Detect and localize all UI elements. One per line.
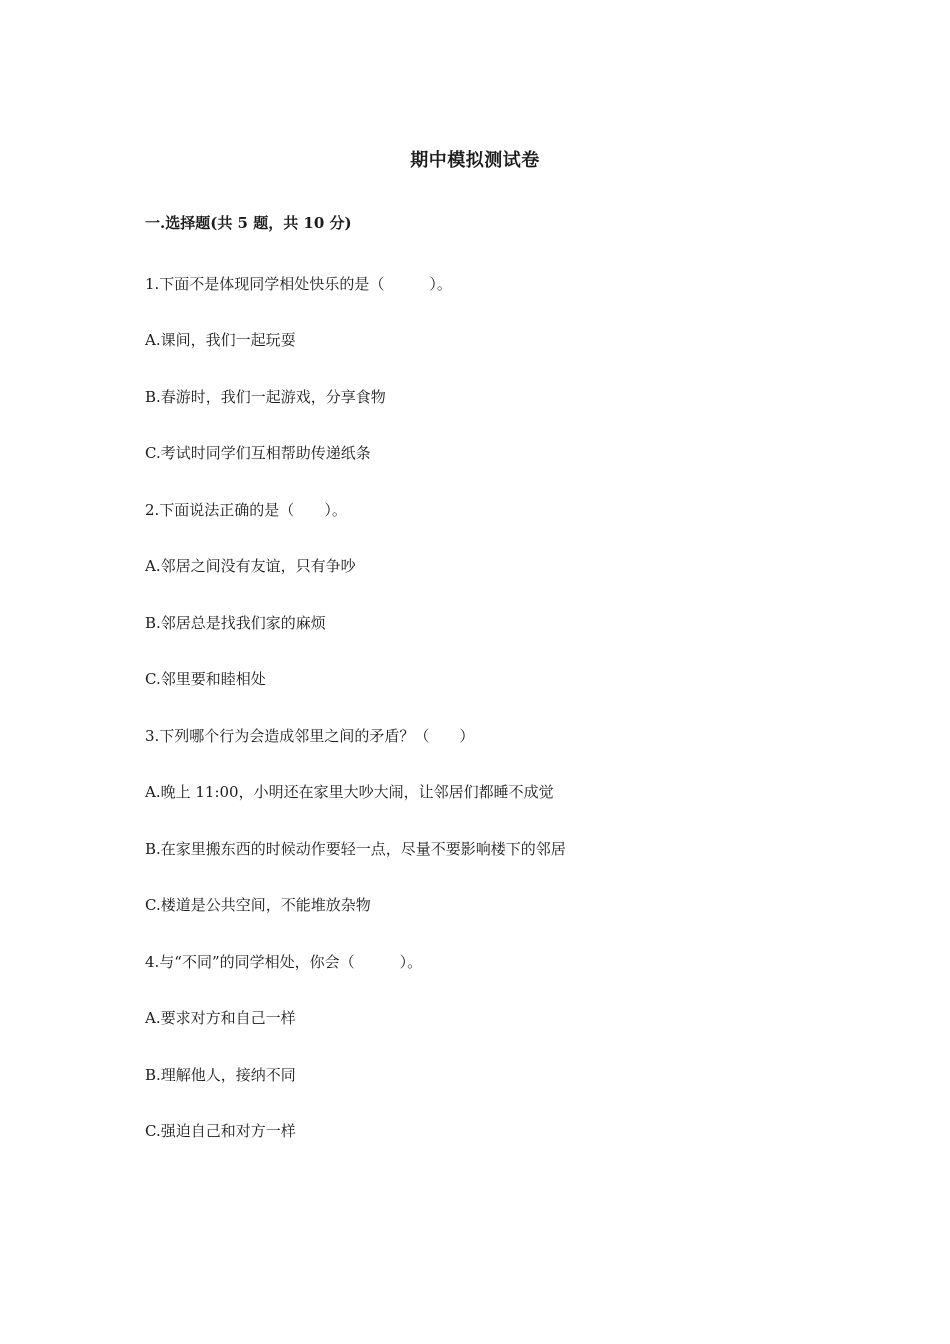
question-4-stem: 4.与“不同”的同学相处，你会（ ）。 bbox=[145, 953, 423, 971]
question-4-option-a: A.要求对方和自己一样 bbox=[145, 1009, 296, 1027]
question-3-stem: 3.下列哪个行为会造成邻里之间的矛盾？（ ） bbox=[145, 727, 475, 745]
question-4-option-c: C.强迫自己和对方一样 bbox=[145, 1122, 296, 1140]
question-2-option-b: B.邻居总是找我们家的麻烦 bbox=[145, 614, 326, 632]
question-2-option-c: C.邻里要和睦相处 bbox=[145, 670, 266, 688]
question-3-option-c: C.楼道是公共空间，不能堆放杂物 bbox=[145, 896, 371, 914]
question-3-option-b: B.在家里搬东西的时候动作要轻一点，尽量不要影响楼下的邻居 bbox=[145, 840, 566, 858]
question-1-option-c: C.考试时同学们互相帮助传递纸条 bbox=[145, 444, 371, 462]
question-1-option-a: A.课间，我们一起玩耍 bbox=[145, 331, 296, 349]
question-3-option-a: A.晚上 11:00，小明还在家里大吵大闹，让邻居们都睡不成觉 bbox=[145, 783, 554, 801]
question-2-stem: 2.下面说法正确的是（ ）。 bbox=[145, 501, 347, 519]
question-1-option-b: B.春游时，我们一起游戏，分享食物 bbox=[145, 388, 386, 406]
section-heading: 一.选择题(共 5 题，共 10 分) bbox=[145, 214, 352, 232]
question-4-option-b: B.理解他人，接纳不同 bbox=[145, 1066, 296, 1084]
question-2-option-a: A.邻居之间没有友谊，只有争吵 bbox=[145, 557, 356, 575]
question-1-stem: 1.下面不是体现同学相处快乐的是（ ）。 bbox=[145, 275, 452, 293]
page-title: 期中模拟测试卷 bbox=[410, 150, 540, 171]
